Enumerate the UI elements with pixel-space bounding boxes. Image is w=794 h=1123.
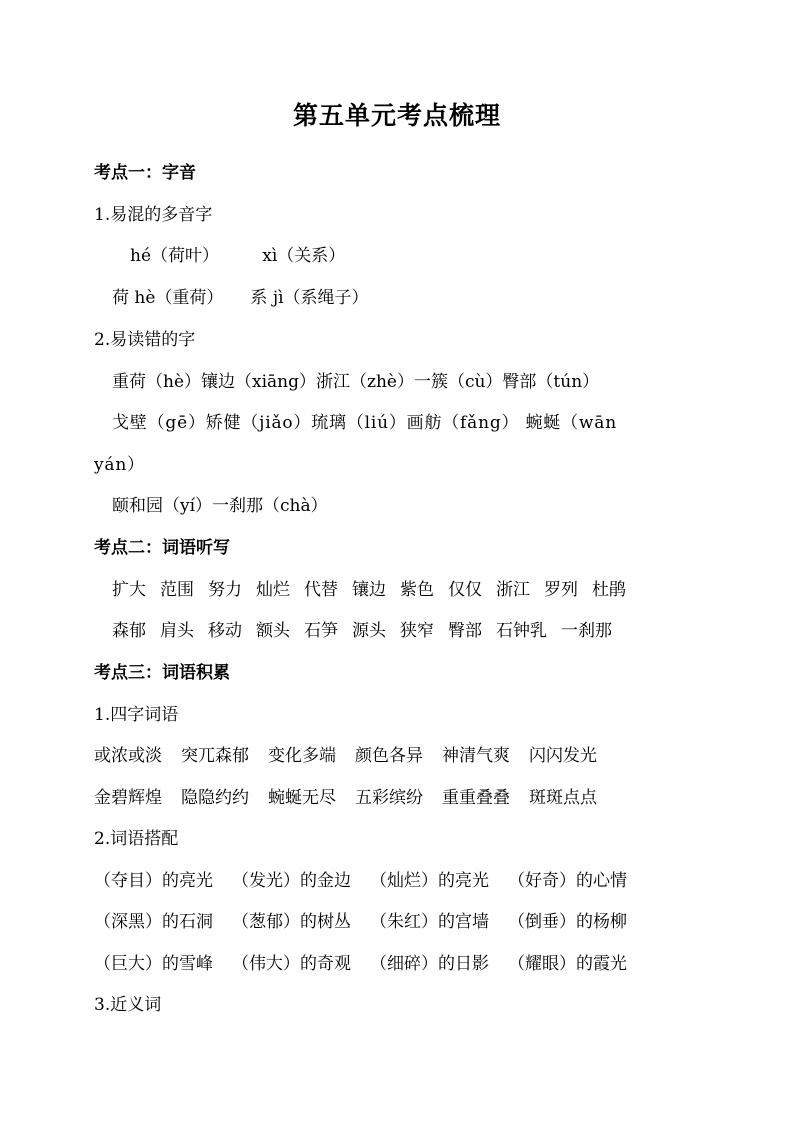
collocation: （倒垂）的杨柳 — [508, 912, 627, 932]
misread-row-1: 重荷（hè）镶边（xiāng）浙江（zhè）一簇（cù）臀部（tún） — [112, 372, 600, 392]
four-char-word: 蜿蜒无尽 — [268, 788, 336, 808]
dictation-word: 额头 — [256, 621, 290, 641]
dictation-word: 努力 — [208, 580, 242, 600]
collocation: （灿烂）的亮光 — [370, 871, 489, 891]
four-char-word: 重重叠叠 — [442, 788, 510, 808]
dictation-word: 镶边 — [352, 580, 386, 600]
dictation-word: 罗列 — [544, 580, 578, 600]
collocation: （巨大）的雪峰 — [94, 954, 213, 974]
four-char-word: 五彩缤纷 — [355, 788, 423, 808]
dictation-word: 石钟乳 — [496, 621, 547, 641]
section-heading-dictation: 考点二：词语听写 — [94, 538, 230, 558]
dictation-word: 森郁 — [112, 621, 146, 641]
collocation: （深黑）的石洞 — [94, 912, 213, 932]
collocation-row-2 — [94, 907, 646, 932]
misread-row-2-continued: yán） — [94, 455, 145, 475]
four-char-word: 隐隐约约 — [181, 788, 249, 808]
dictation-word: 石笋 — [304, 621, 338, 641]
collocation: （耀眼）的霞光 — [508, 954, 627, 974]
section-heading-vocabulary: 考点三：词语积累 — [94, 663, 230, 683]
dictation-word: 仅仅 — [448, 580, 482, 600]
polyphone-row-2: 荷 hè（重荷） 系 jì（系绳子） — [112, 288, 369, 308]
four-char-word: 金碧辉煌 — [94, 788, 162, 808]
dictation-word: 杜鹃 — [592, 580, 626, 600]
four-char-word: 突兀森郁 — [181, 746, 249, 766]
dictation-word: 移动 — [208, 621, 242, 641]
collocation: （伟大）的奇观 — [232, 954, 351, 974]
four-char-word: 闪闪发光 — [529, 746, 597, 766]
dictation-word: 肩头 — [160, 621, 194, 641]
four-char-word: 斑斑点点 — [529, 788, 597, 808]
collocation: （葱郁）的树丛 — [232, 912, 351, 932]
subheading-four-char: 1.四字词语 — [94, 705, 179, 725]
four-char-row-2 — [94, 783, 616, 808]
subheading-easy-misread: 2.易读错的字 — [94, 330, 196, 350]
misread-row-2: 戈壁（gē）矫健（jiǎo）琉璃（liú）画舫（fǎng） 蜿蜒（wān — [112, 413, 617, 433]
dictation-word: 代替 — [304, 580, 338, 600]
dictation-word: 一刹那 — [561, 621, 612, 641]
polyphone-row-1: hé（荷叶） xì（关系） — [130, 246, 346, 266]
dictation-word: 灿烂 — [256, 580, 290, 600]
four-char-word: 神清气爽 — [442, 746, 510, 766]
collocation: （发光）的金边 — [232, 871, 351, 891]
page-title: 第五单元考点梳理 — [292, 101, 501, 130]
subheading-synonyms: 3.近义词 — [94, 995, 162, 1015]
collocation: （朱红）的宫墙 — [370, 912, 489, 932]
dictation-word: 狭窄 — [400, 621, 434, 641]
dictation-word: 扩大 — [112, 580, 146, 600]
dictation-word: 范围 — [160, 580, 194, 600]
four-char-word: 变化多端 — [268, 746, 336, 766]
collocation: （细碎）的日影 — [370, 954, 489, 974]
four-char-row-1 — [94, 741, 616, 766]
collocation-row-3 — [94, 949, 646, 974]
collocation: （夺目）的亮光 — [94, 871, 213, 891]
dictation-word: 浙江 — [496, 580, 530, 600]
collocation: （好奇）的心情 — [508, 871, 627, 891]
dictation-row-1 — [112, 575, 626, 600]
dictation-word: 紫色 — [400, 580, 434, 600]
four-char-word: 颜色各异 — [355, 746, 423, 766]
subheading-polyphones: 1.易混的多音字 — [94, 205, 213, 225]
misread-row-3: 颐和园（yí）一刹那（chà） — [112, 496, 328, 516]
four-char-word: 或浓或淡 — [94, 746, 162, 766]
collocation-row-1 — [94, 866, 646, 891]
section-heading-pronunciation: 考点一：字音 — [94, 163, 196, 183]
subheading-collocations: 2.词语搭配 — [94, 829, 179, 849]
dictation-word: 源头 — [352, 621, 386, 641]
dictation-word: 臀部 — [448, 621, 482, 641]
dictation-row-2 — [112, 616, 612, 641]
